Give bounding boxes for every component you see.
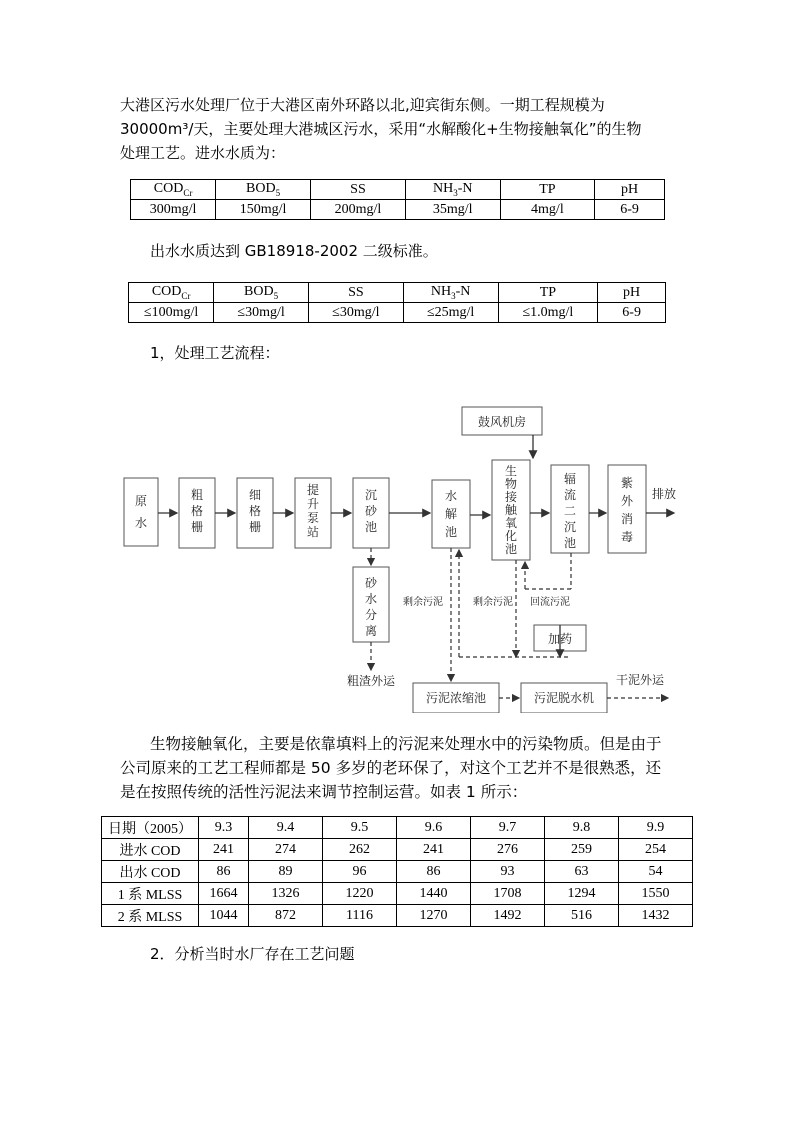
bio-contact-oxidation-box <box>492 460 530 560</box>
svg-text:化: 化 <box>504 529 518 543</box>
uv-disinfection-box <box>608 465 646 553</box>
svg-text:辐: 辐 <box>563 472 577 486</box>
svg-text:池: 池 <box>444 525 458 539</box>
table-cell: 9.9 <box>619 817 693 839</box>
table-cell: 1664 <box>199 883 249 905</box>
table-cell: 1708 <box>471 883 545 905</box>
header-cell: $BOD_5$ <box>216 180 311 200</box>
svg-text:水: 水 <box>134 516 148 530</box>
table-cell: 35mg/l <box>405 200 500 220</box>
svg-text:栅: 栅 <box>248 520 262 534</box>
svg-text:触: 触 <box>504 503 518 517</box>
table-cell: 9.5 <box>323 817 397 839</box>
svg-text:砂: 砂 <box>364 576 378 590</box>
svg-text:外: 外 <box>620 494 634 508</box>
svg-text:格: 格 <box>190 504 204 518</box>
svg-text:沉: 沉 <box>563 520 577 534</box>
table-cell: 1432 <box>619 905 693 927</box>
svg-text:池: 池 <box>504 542 518 556</box>
table-cell: 274 <box>249 839 323 861</box>
table-cell: 1440 <box>397 883 471 905</box>
svg-text:栅: 栅 <box>190 520 204 534</box>
table-cell: 241 <box>199 839 249 861</box>
table-cell: 241 <box>397 839 471 861</box>
excess-sludge-label-2: 剩余污泥 <box>473 597 513 608</box>
table-cell: 9.8 <box>545 817 619 839</box>
table-cell: 出水 COD <box>102 861 199 883</box>
svg-text:离: 离 <box>364 624 378 638</box>
table-cell: 254 <box>619 839 693 861</box>
coarse-screen-box <box>179 478 215 548</box>
sludge-thickener-box <box>413 683 499 713</box>
table-row <box>102 905 693 927</box>
section-2-heading: 2．分析当时水厂存在工艺问题 <box>150 945 355 963</box>
svg-text:升: 升 <box>306 497 320 511</box>
table-cell: 1220 <box>323 883 397 905</box>
svg-text:氧: 氧 <box>504 516 518 530</box>
discharge-label <box>652 486 676 501</box>
svg-text:接: 接 <box>504 490 518 504</box>
svg-text:物: 物 <box>504 477 518 491</box>
svg-text:加药: 加药 <box>547 632 573 646</box>
svg-text:沉: 沉 <box>364 488 378 502</box>
header-cell: SS <box>308 283 403 303</box>
fine-screen-box <box>237 478 273 548</box>
section-1-heading: 1，处理工艺流程： <box>150 344 280 362</box>
svg-text:生: 生 <box>504 464 518 478</box>
table-cell: 6-9 <box>598 303 666 323</box>
svg-text:水: 水 <box>444 489 458 503</box>
effluent-intro: 出水水质达到 GB18918-2002 二级标准。 <box>150 242 438 260</box>
table-cell: 516 <box>545 905 619 927</box>
table-row <box>129 303 666 323</box>
svg-text:提: 提 <box>306 483 320 497</box>
svg-text:池: 池 <box>563 536 577 550</box>
intro-line-2: 30000m³/天，主要处理大港城区污水，采用“水解酸化+生物接触氧化”的生物 <box>120 120 642 138</box>
svg-text:二: 二 <box>563 504 577 518</box>
svg-text:解: 解 <box>444 507 458 521</box>
radial-clarifier-box <box>551 465 589 553</box>
table-cell: ≤25mg/l <box>403 303 498 323</box>
return-sludge-label: 回流污泥 <box>530 597 570 608</box>
table-row <box>129 283 666 303</box>
svg-text:细: 细 <box>248 488 262 502</box>
header-cell: TP <box>498 283 598 303</box>
header-cell: $COD_{Cr}$ <box>131 180 216 200</box>
header-cell: $NH_3-N$ <box>405 180 500 200</box>
svg-text:粗渣外运: 粗渣外运 <box>346 674 396 688</box>
hydrolysis-tank-box <box>432 480 470 548</box>
table-cell: 1492 <box>471 905 545 927</box>
sludge-dewatering-box <box>521 683 607 713</box>
table-cell: 86 <box>199 861 249 883</box>
svg-text:粗: 粗 <box>190 488 204 502</box>
intro-line-1: 大港区污水处理厂位于大港区南外环路以北,迎宾街东侧。一期工程规模为 <box>120 96 605 114</box>
para2-line-1: 生物接触氧化，主要是依靠填料上的污泥来处理水中的污染物质。但是由于 <box>150 735 662 753</box>
table-cell: 276 <box>471 839 545 861</box>
svg-text:干泥外运: 干泥外运 <box>616 673 665 687</box>
header-cell: pH <box>598 283 666 303</box>
svg-text:水: 水 <box>364 592 378 606</box>
table-cell: 86 <box>397 861 471 883</box>
main-flow-arrows <box>158 435 674 657</box>
table-cell: 872 <box>249 905 323 927</box>
table-row <box>102 861 693 883</box>
table-cell: 1 系 MLSS <box>102 883 199 905</box>
svg-text:砂: 砂 <box>364 504 378 518</box>
svg-text:池: 池 <box>364 520 378 534</box>
svg-text:消: 消 <box>620 512 634 526</box>
intro-line-3: 处理工艺。进水水质为： <box>120 144 286 162</box>
table-cell: 259 <box>545 839 619 861</box>
effluent-table <box>128 282 666 323</box>
table-cell: 9.6 <box>397 817 471 839</box>
header-cell: $COD_{Cr}$ <box>129 283 214 303</box>
svg-text:污泥浓缩池: 污泥浓缩池 <box>425 691 487 705</box>
influent-table <box>130 179 665 220</box>
svg-text:原: 原 <box>134 494 148 508</box>
table-cell: 93 <box>471 861 545 883</box>
svg-text:泵: 泵 <box>306 511 320 525</box>
header-cell: pH <box>595 180 665 200</box>
para2-line-2: 公司原来的工艺工程师都是 50 多岁的老环保了，对这个工艺并不是很熟悉，还 <box>120 759 662 777</box>
table-cell: 进水 COD <box>102 839 199 861</box>
table-cell: 9.7 <box>471 817 545 839</box>
table-cell: ≤1.0mg/l <box>498 303 598 323</box>
coarse-residue-out-label <box>347 673 396 688</box>
table-cell: 4mg/l <box>500 200 595 220</box>
svg-text:分: 分 <box>364 608 378 622</box>
table-cell: 89 <box>249 861 323 883</box>
blower-room-box <box>462 407 542 435</box>
table-cell: 54 <box>619 861 693 883</box>
table-cell: 1550 <box>619 883 693 905</box>
table-cell: ≤30mg/l <box>308 303 403 323</box>
table-cell: 1294 <box>545 883 619 905</box>
table-1 <box>101 816 693 927</box>
table-row <box>102 839 693 861</box>
table-cell: 1326 <box>249 883 323 905</box>
table-cell: 96 <box>323 861 397 883</box>
header-cell: TP <box>500 180 595 200</box>
svg-text:排放: 排放 <box>652 487 676 501</box>
svg-text:紫: 紫 <box>620 476 634 490</box>
table-cell: 200mg/l <box>311 200 406 220</box>
svg-text:毒: 毒 <box>620 530 634 544</box>
lift-pump-station-box <box>295 478 331 548</box>
svg-text:格: 格 <box>248 504 262 518</box>
table-cell: 150mg/l <box>216 200 311 220</box>
table-cell: ≤30mg/l <box>214 303 309 323</box>
table-cell: ≤100mg/l <box>129 303 214 323</box>
table-cell: 9.4 <box>249 817 323 839</box>
excess-sludge-label-1: 剩余污泥 <box>403 597 443 608</box>
table-row <box>102 817 693 839</box>
grit-chamber-box <box>353 478 389 548</box>
table-cell: 9.3 <box>199 817 249 839</box>
table-cell: 262 <box>323 839 397 861</box>
table-row <box>131 200 665 220</box>
para2-line-3: 是在按照传统的活性污泥法来调节控制运营。如表 1 所示： <box>120 783 528 801</box>
table-row <box>131 180 665 200</box>
svg-text:站: 站 <box>306 525 320 539</box>
sand-separation-box <box>353 567 389 642</box>
table-cell: 1116 <box>323 905 397 927</box>
table-cell: 63 <box>545 861 619 883</box>
svg-text:流: 流 <box>563 488 577 502</box>
dry-sludge-out-label <box>616 673 665 687</box>
table-cell: 1044 <box>199 905 249 927</box>
table-cell: 300mg/l <box>131 200 216 220</box>
table-row <box>102 883 693 905</box>
svg-text:污泥脱水机: 污泥脱水机 <box>533 691 595 705</box>
raw-water-box <box>124 478 158 546</box>
header-cell: SS <box>311 180 406 200</box>
table-cell: 2 系 MLSS <box>102 905 199 927</box>
process-flow-diagram <box>121 395 676 713</box>
table-cell: 6-9 <box>595 200 665 220</box>
table-cell: 1270 <box>397 905 471 927</box>
table-cell: 日期（2005） <box>102 817 199 839</box>
header-cell: $NH_3-N$ <box>403 283 498 303</box>
header-cell: $BOD_5$ <box>214 283 309 303</box>
svg-text:鼓风机房: 鼓风机房 <box>477 415 527 429</box>
